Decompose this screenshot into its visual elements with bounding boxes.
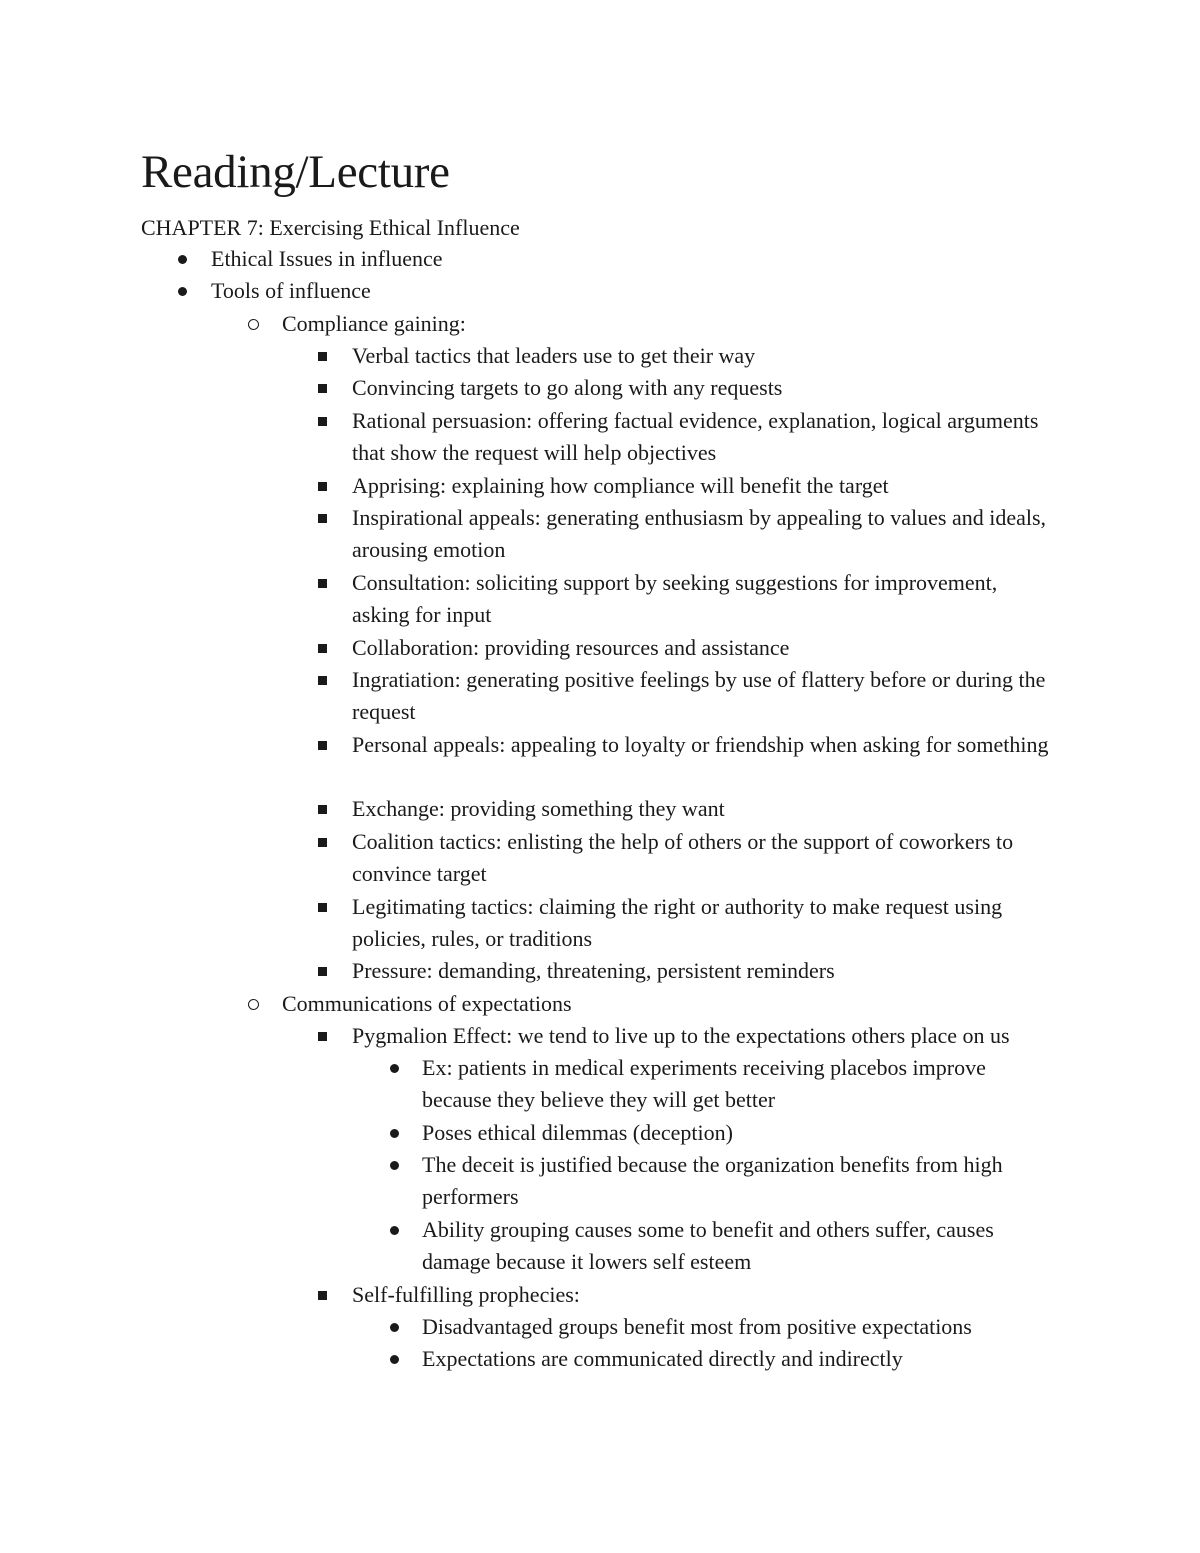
circle-bullet-icon [248, 999, 259, 1010]
list-item: Coalition tactics: enlisting the help of others or the support of coworkers to convince target [352, 829, 1014, 887]
circle-bullet-icon [248, 319, 259, 330]
list-item: The deceit is justified because the organization benefits from high performers [422, 1152, 1003, 1210]
list-item: Legitimating tactics: claiming the right or authority to make request using policies, rules, or traditions [352, 894, 1003, 952]
disc-bullet-icon [178, 287, 187, 296]
list-item: Apprising: explaining how compliance will benefit the target [352, 473, 889, 498]
document-title: Reading/Lecture [141, 146, 450, 198]
square-bullet-icon [318, 903, 327, 912]
square-bullet-icon [318, 676, 327, 685]
square-bullet-icon [318, 579, 327, 588]
chapter-heading: CHAPTER 7: Exercising Ethical Influence [141, 215, 520, 240]
square-bullet-icon [318, 644, 327, 653]
disc-bullet-icon [390, 1129, 399, 1138]
square-bullet-icon [318, 514, 327, 523]
list-item: Rational persuasion: offering factual evidence, explanation, logical arguments that show the request will help objectives [352, 408, 1039, 466]
square-bullet-icon [318, 352, 327, 361]
list-item: Pygmalion Effect: we tend to live up to the expectations others place on us [352, 1023, 1010, 1048]
list-item: Exchange: providing something they want [352, 796, 725, 821]
list-item: Ex: patients in medical experiments receiving placebos improve because they believe they will get better [422, 1055, 986, 1113]
list-item: Consultation: soliciting support by seeking suggestions for improvement, asking for input [352, 570, 998, 628]
list-item: Ethical Issues in influence [211, 246, 443, 271]
list-item: Compliance gaining: [282, 311, 466, 336]
list-item: Poses ethical dilemmas (deception) [422, 1120, 733, 1145]
list-item: Collaboration: providing resources and assistance [352, 635, 790, 660]
list-item: Inspirational appeals: generating enthusiasm by appealing to values and ideals, arousing emotion [352, 505, 1047, 563]
list-item: Pressure: demanding, threatening, persistent reminders [352, 958, 835, 983]
square-bullet-icon [318, 741, 327, 750]
square-bullet-icon [318, 1291, 327, 1300]
list-item: Expectations are communicated directly and indirectly [422, 1346, 903, 1371]
list-item: Personal appeals: appealing to loyalty or friendship when asking for something [352, 732, 1049, 757]
list-item: Communications of expectations [282, 991, 572, 1016]
list-item: Ability grouping causes some to benefit and others suffer, causes damage because it lowers self esteem [422, 1217, 994, 1275]
disc-bullet-icon [390, 1064, 399, 1073]
list-item: Ingratiation: generating positive feelings by use of flattery before or during the request [352, 667, 1046, 725]
list-item: Disadvantaged groups benefit most from positive expectations [422, 1314, 972, 1339]
square-bullet-icon [318, 838, 327, 847]
disc-bullet-icon [390, 1226, 399, 1235]
disc-bullet-icon [390, 1323, 399, 1332]
square-bullet-icon [318, 384, 327, 393]
list-item: Verbal tactics that leaders use to get their way [352, 343, 756, 368]
square-bullet-icon [318, 1032, 327, 1041]
disc-bullet-icon [178, 255, 187, 264]
square-bullet-icon [318, 417, 327, 426]
list-item: Tools of influence [211, 278, 371, 303]
list-item: Self-fulfilling prophecies: [352, 1282, 580, 1307]
square-bullet-icon [318, 482, 327, 491]
square-bullet-icon [318, 967, 327, 976]
disc-bullet-icon [390, 1355, 399, 1364]
square-bullet-icon [318, 805, 327, 814]
disc-bullet-icon [390, 1161, 399, 1170]
list-item: Convincing targets to go along with any requests [352, 375, 783, 400]
